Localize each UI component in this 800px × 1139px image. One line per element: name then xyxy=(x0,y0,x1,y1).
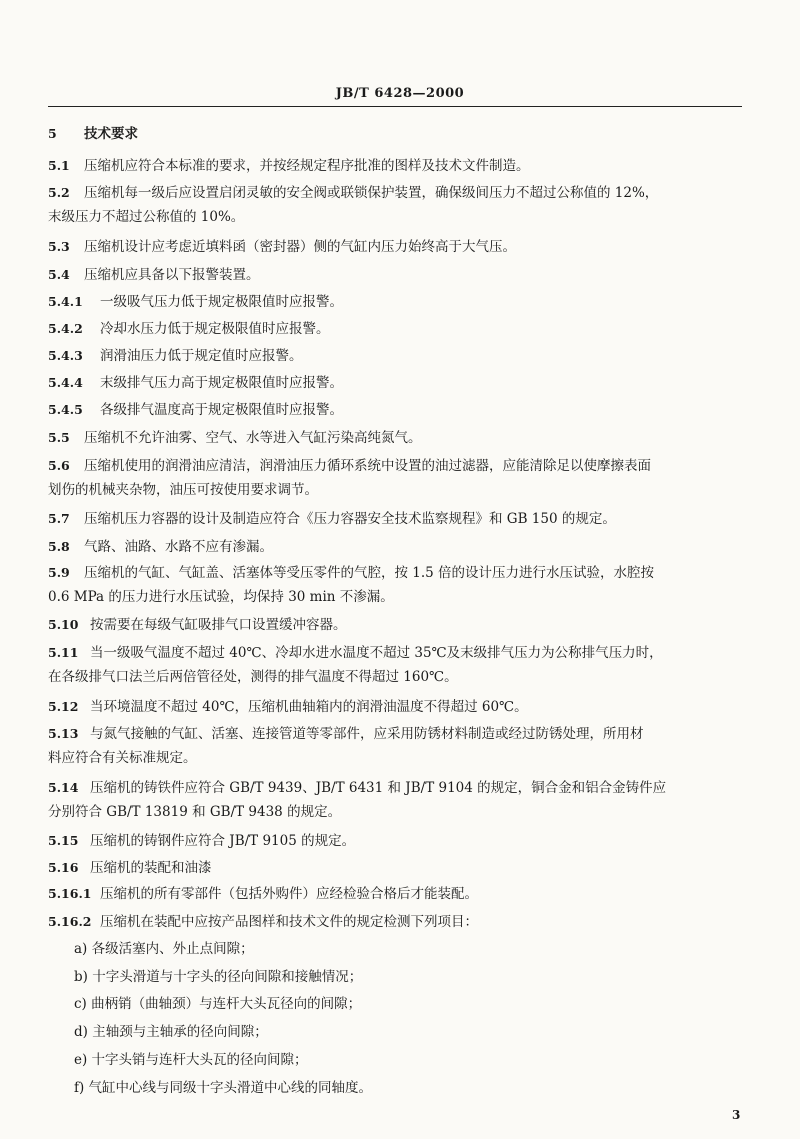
clause-number: 5.4.5 xyxy=(48,402,83,417)
clause-text: 压缩机设计应考虑近填料函（密封器）侧的气缸内压力始终高于大气压。 xyxy=(84,239,516,255)
clause-text: 压缩机不允许油雾、空气、水等进入气缸污染高纯氮气。 xyxy=(84,430,422,446)
clause-5-13 xyxy=(48,725,644,743)
clause-continuation xyxy=(74,995,361,1013)
clause-5-15 xyxy=(48,832,355,850)
clause-number: 5.4 xyxy=(48,267,70,282)
clause-5-4-2 xyxy=(48,320,330,338)
clause-5-10 xyxy=(48,616,347,634)
clause-continuation xyxy=(74,1023,268,1041)
clause-5-11 xyxy=(48,644,663,662)
clause-number: 5.7 xyxy=(48,511,70,526)
clause-number: 5.9 xyxy=(48,565,70,580)
clause-continuation xyxy=(48,588,394,606)
clause-text: 各级排气温度高于规定极限值时应报警。 xyxy=(100,402,343,418)
clause-5 xyxy=(48,125,138,143)
clause-number: 5.8 xyxy=(48,539,70,554)
clause-number: 5.10 xyxy=(48,617,79,632)
clause-text: 压缩机应符合本标准的要求，并按经规定程序批准的图样及技术文件制造。 xyxy=(84,158,530,174)
clause-5-3 xyxy=(48,238,516,256)
clause-number: 5.12 xyxy=(48,699,79,714)
clause-text: b) 十字头滑道与十字头的径向间隙和接触情况； xyxy=(74,969,363,985)
clause-5-14 xyxy=(48,779,666,797)
clause-text: 压缩机的气缸、气缸盖、活塞体等受压零件的气腔，按 1.5 倍的设计压力进行水压试验，水腔按 xyxy=(84,565,655,581)
clause-text: 压缩机应具备以下报警装置。 xyxy=(84,267,260,283)
clause-5-2 xyxy=(48,184,658,202)
clause-text: 压缩机的铸钢件应符合 JB/T 9105 的规定。 xyxy=(90,833,356,849)
clause-text: c) 曲柄销（曲轴颈）与连杆大头瓦径向的间隙； xyxy=(74,996,362,1012)
clause-text: 按需要在每级气缸吸排气口设置缓冲容器。 xyxy=(90,617,347,633)
clause-5-4 xyxy=(48,266,260,284)
clause-text: 当一级吸气温度不超过 40℃、冷却水进水温度不超过 35℃及末级排气压力为公称排气压力时， xyxy=(90,645,663,661)
clause-text: 划伤的机械夹杂物，油压可按使用要求调节。 xyxy=(48,482,318,498)
clause-text: 当环境温度不超过 40℃，压缩机曲轴箱内的润滑油温度不得超过 60℃。 xyxy=(90,699,528,715)
clause-5-7 xyxy=(48,510,616,528)
standard-header: JB/T 6428—2000 xyxy=(335,86,465,101)
clause-text: 气路、油路、水路不应有渗漏。 xyxy=(84,539,273,555)
clause-continuation xyxy=(74,968,362,986)
clause-text: 冷却水压力低于规定极限值时应报警。 xyxy=(100,321,330,337)
clause-number: 5.15 xyxy=(48,833,79,848)
clause-continuation xyxy=(48,749,197,767)
clause-text: 末级排气压力高于规定极限值时应报警。 xyxy=(100,375,343,391)
clause-5-16 xyxy=(48,859,212,877)
clause-5-8 xyxy=(48,538,273,556)
clause-number: 5.16.1 xyxy=(48,886,92,901)
clause-number: 5.1 xyxy=(48,158,70,173)
clause-text: 料应符合有关标准规定。 xyxy=(48,750,197,766)
clause-continuation xyxy=(48,208,244,226)
clause-number: 5.2 xyxy=(48,185,70,200)
clause-text: 压缩机在装配中应按产品图样和技术文件的规定检测下列项目： xyxy=(100,914,478,930)
clause-5-16-1 xyxy=(48,885,478,903)
clause-number: 5.4.1 xyxy=(48,294,83,309)
clause-number: 5.16 xyxy=(48,860,79,875)
clause-text: 在各级排气口法兰后两倍管径处，测得的排气温度不得超过 160℃。 xyxy=(48,669,458,685)
clause-5-16-2 xyxy=(48,913,478,931)
clause-number: 5.6 xyxy=(48,458,70,473)
clause-5-5 xyxy=(48,429,422,447)
clause-text: 0.6 MPa 的压力进行水压试验，均保持 30 min 不渗漏。 xyxy=(48,589,394,605)
clause-text: a) 各级活塞内、外止点间隙； xyxy=(74,941,254,957)
page-number: 3 xyxy=(732,1108,741,1122)
clause-number: 5.3 xyxy=(48,239,70,254)
clause-number: 5.5 xyxy=(48,430,70,445)
clause-text: 一级吸气压力低于规定极限值时应报警。 xyxy=(100,294,343,310)
header-rule xyxy=(48,106,742,107)
clause-continuation xyxy=(48,668,458,686)
clause-number: 5.4.2 xyxy=(48,321,83,336)
clause-text: 压缩机每一级后应设置启闭灵敏的安全阀或联锁保护装置，确保级间压力不超过公称值的 12%， xyxy=(84,185,659,201)
clause-continuation xyxy=(48,803,341,821)
clause-text: 压缩机的装配和油漆 xyxy=(90,860,212,876)
clause-5-6 xyxy=(48,457,651,475)
clause-text: 压缩机的所有零部件（包括外购件）应经检验合格后才能装配。 xyxy=(100,886,478,902)
clause-5-1 xyxy=(48,157,530,175)
clause-continuation xyxy=(74,1051,308,1069)
clause-number: 5.16.2 xyxy=(48,914,92,929)
clause-text: 技术要求 xyxy=(84,126,138,142)
clause-text: e) 十字头销与连杆大头瓦的径向间隙； xyxy=(74,1052,308,1068)
clause-5-9 xyxy=(48,564,654,582)
clause-text: 末级压力不超过公称值的 10%。 xyxy=(48,209,245,225)
clause-5-4-1 xyxy=(48,293,343,311)
clause-text: 压缩机压力容器的设计及制造应符合《压力容器安全技术监察规程》和 GB 150 的规定。 xyxy=(84,511,616,527)
clause-5-4-4 xyxy=(48,374,343,392)
clause-text: 分别符合 GB/T 13819 和 GB/T 9438 的规定。 xyxy=(48,804,342,820)
clause-text: d) 主轴颈与主轴承的径向间隙； xyxy=(74,1024,268,1040)
clause-text: 压缩机的铸铁件应符合 GB/T 9439、JB/T 6431 和 JB/T 9104 的规定，铜合金和铝合金铸件应 xyxy=(90,780,667,796)
clause-continuation xyxy=(48,481,318,499)
clause-number: 5 xyxy=(48,126,57,141)
clause-5-4-3 xyxy=(48,347,303,365)
clause-text: 压缩机使用的润滑油应清洁，润滑油压力循环系统中设置的油过滤器，应能清除足以使摩擦表面 xyxy=(84,458,651,474)
clause-text: 润滑油压力低于规定值时应报警。 xyxy=(100,348,303,364)
clause-continuation xyxy=(74,1079,372,1097)
clause-5-12 xyxy=(48,698,528,716)
clause-number: 5.14 xyxy=(48,780,79,795)
clause-number: 5.4.4 xyxy=(48,375,83,390)
clause-5-4-5 xyxy=(48,401,343,419)
clause-text: 与氮气接触的气缸、活塞、连接管道等零部件，应采用防锈材料制造或经过防锈处理，所用材 xyxy=(90,726,644,742)
clause-number: 5.4.3 xyxy=(48,348,83,363)
clause-number: 5.11 xyxy=(48,645,79,660)
clause-text: f) 气缸中心线与同级十字头滑道中心线的同轴度。 xyxy=(74,1080,373,1096)
clause-number: 5.13 xyxy=(48,726,79,741)
clause-continuation xyxy=(74,940,254,958)
